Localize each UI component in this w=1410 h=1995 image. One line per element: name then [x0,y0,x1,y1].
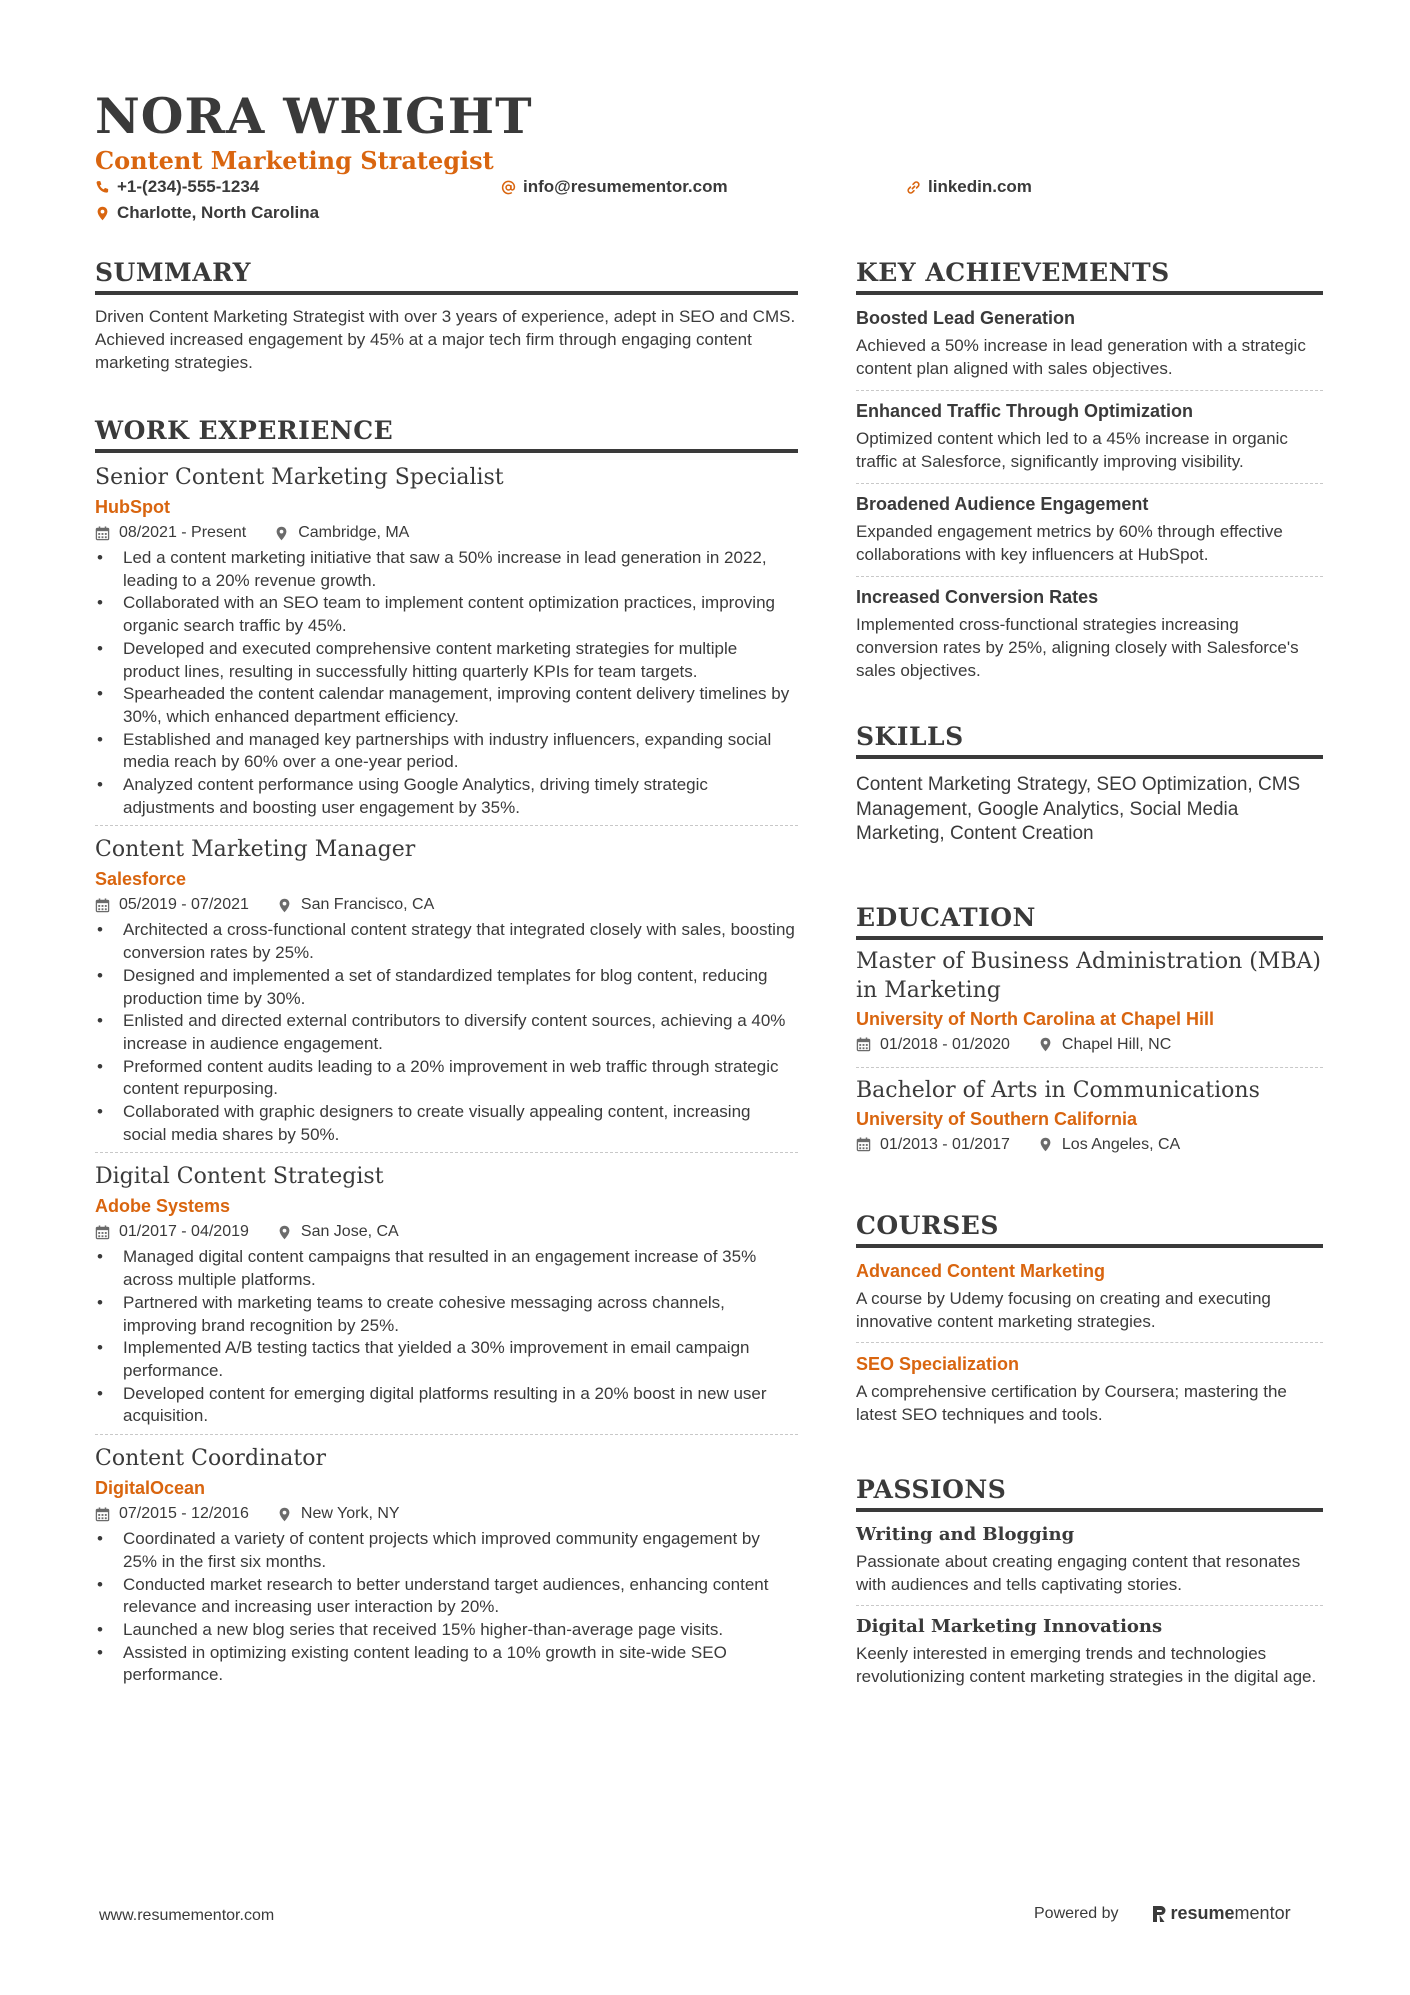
phone-text: +1-(234)-555-1234 [117,177,260,196]
job-bullet: • Managed digital content campaigns that resulted in an engagement increase of 35% across multiple platforms. [95,1246,798,1291]
job-bullet: • Established and managed key partnerships with industry influencers, expanding social media reach by 60% over a one-year period. [95,729,798,774]
job-entry [95,1152,798,1434]
job-bullet: • Preformed content audits leading to a 20% improvement in web traffic through strategic content repurposing. [95,1056,798,1101]
calendar-icon [95,1225,110,1240]
job-bullet: • Collaborated with an SEO team to implement content optimization practices, improving organic search traffic by 45%. [95,592,798,637]
education-item [856,947,1323,1067]
powered-by-text: Powered by [1034,1904,1119,1922]
job-bullet: • Developed content for emerging digital platforms resulting in a 20% boost in new user acquisition. [95,1383,798,1428]
courses-section [856,1209,1323,1435]
education-dates: 01/2013 - 01/2017 [880,1135,1010,1153]
phone-contact[interactable] [95,177,259,197]
job-bullet: • Conducted market research to better understand target audiences, enhancing content relevance and increasing user interaction by 20%. [95,1574,798,1619]
summary-section [95,256,798,374]
job-entry [95,463,798,825]
job-bullet: • Led a content marketing initiative that saw a 50% increase in lead generation in 2022, leading to a 20% revenue growth. [95,547,798,592]
location-text: Charlotte, North Carolina [117,203,320,222]
location-pin-icon [277,1507,292,1522]
experience-heading: WORK EXPERIENCE [95,414,798,453]
job-meta [95,1502,798,1526]
passion-item [856,1605,1323,1697]
left-column [95,256,798,1693]
linkedin-text: linkedin.com [928,177,1032,196]
experience-section [95,414,798,1693]
job-location: Cambridge, MA [298,524,410,541]
job-bullet: • Spearheaded the content calendar management, improving content delivery timelines by 30%, which enhanced department efficiency. [95,683,798,728]
phone-icon [95,180,110,195]
job-bullet: • Assisted in optimizing existing content leading to a 10% growth in site-wide SEO performance. [95,1642,798,1687]
education-meta [856,1033,1323,1057]
logo-text-resume: resume [1170,1903,1235,1923]
job-entry [95,1434,798,1693]
email-text: info@resumementor.com [523,177,728,196]
resume-header [95,86,1325,229]
job-location: San Francisco, CA [300,896,435,914]
location-pin-icon [274,526,289,541]
education-location: Chapel Hill, NC [1061,1035,1172,1053]
education-heading: EDUCATION [856,901,1323,940]
job-dates: 07/2015 - 12/2016 [119,1505,249,1523]
job-meta [95,1220,798,1244]
job-bullet: • Analyzed content performance using Google Analytics, driving timely strategic adjustments and boosting user engagement by 35%. [95,774,798,819]
education-degree: Master of Business Administration (MBA) in Marketing [856,948,1321,1003]
education-school: University of North Carolina at Chapel Hill [856,1008,1215,1029]
passion-text: Passionate about creating engaging content that resonates with audiences and tells captivating stories. [856,1551,1301,1594]
job-bullet: • Developed and executed comprehensive content marketing strategies for multiple product lines, resulting in successfully hitting quarterly KPIs for team targets. [95,638,798,683]
job-meta [95,521,798,545]
link-icon [906,180,921,195]
right-column [856,256,1323,1697]
resumementor-logo[interactable] [1151,1903,1291,1924]
achievement-title: Broadened Audience Engagement [856,494,1149,514]
job-bullet: • Coordinated a variety of content projects which improved community engagement by 25% in the first six months. [95,1528,798,1573]
job-bullets [95,1246,798,1428]
achievement-title: Enhanced Traffic Through Optimization [856,401,1194,421]
job-location: New York, NY [300,1505,400,1523]
calendar-icon [95,898,110,913]
achievement-item [856,390,1323,483]
location-pin-icon [1038,1037,1053,1052]
location-pin-icon [277,898,292,913]
achievement-text: Optimized content which led to a 45% increase in organic traffic at Salesforce, significantly improving visibility. [856,429,1288,471]
summary-heading: SUMMARY [95,256,798,295]
education-degree: Bachelor of Arts in Communications [856,1077,1260,1103]
achievement-item [856,483,1323,576]
achievement-text: Expanded engagement metrics by 60% through effective collaborations with key influencers at HubSpot. [856,522,1283,564]
job-bullets [95,547,798,819]
skills-section [856,720,1323,847]
passions-section [856,1473,1323,1697]
email-contact[interactable] [501,177,728,197]
candidate-name: NORA WRIGHT [95,87,533,145]
job-bullets [95,919,798,1146]
candidate-role: Content Marketing Strategist [95,146,494,175]
job-title: Digital Content Strategist [95,1164,384,1190]
achievement-item [856,576,1323,692]
course-text: A comprehensive certification by Coursera; mastering the latest SEO techniques and tools. [856,1381,1287,1424]
course-title: Advanced Content Marketing [856,1260,1106,1281]
calendar-icon [95,1507,110,1522]
education-section [856,901,1323,1167]
footer-website[interactable]: www.resumementor.com [99,1907,275,1924]
footer-powered [1034,1903,1291,1924]
job-company: Salesforce [95,869,187,890]
calendar-icon [856,1137,871,1152]
job-company: Adobe Systems [95,1196,231,1217]
job-title: Content Coordinator [95,1446,326,1472]
at-sign-icon [501,180,516,195]
calendar-icon [856,1037,871,1052]
education-dates: 01/2018 - 01/2020 [880,1035,1010,1053]
course-item [856,1254,1323,1342]
passions-heading: PASSIONS [856,1473,1323,1512]
job-dates: 08/2021 - Present [119,524,247,541]
passion-item [856,1518,1323,1605]
calendar-icon [95,526,110,541]
achievement-title: Boosted Lead Generation [856,308,1076,328]
job-title: Senior Content Marketing Specialist [95,465,504,490]
passion-title: Digital Marketing Innovations [856,1615,1163,1637]
achievement-text: Achieved a 50% increase in lead generation with a strategic content plan aligned with sales objectives. [856,336,1306,378]
linkedin-contact[interactable] [906,177,1032,197]
education-location: Los Angeles, CA [1061,1135,1181,1153]
job-company: HubSpot [95,497,170,517]
passion-text: Keenly interested in emerging trends and technologies revolutionizing content marketing strategies in the digital age. [856,1643,1317,1686]
job-title: Content Marketing Manager [95,837,416,863]
location-row [95,203,1325,229]
location-pin-icon [277,1225,292,1240]
job-bullet: • Partnered with marketing teams to create cohesive messaging across channels, improving brand recognition by 25%. [95,1292,798,1337]
achievement-title: Increased Conversion Rates [856,587,1099,607]
course-title: SEO Specialization [856,1353,1020,1374]
achievement-text: Implemented cross-functional strategies increasing conversion rates by 25%, aligning closely with Salesforce's sales objectives. [856,615,1299,680]
logo-text-mentor: mentor [1234,1903,1291,1923]
course-text: A course by Udemy focusing on creating and executing innovative content marketing strategies. [856,1288,1271,1331]
achievement-item [856,298,1323,390]
job-bullet: • Architected a cross-functional content strategy that integrated closely with sales, boosting conversion rates by 25%. [95,919,798,964]
job-bullet: • Implemented A/B testing tactics that yielded a 30% improvement in email campaign performance. [95,1337,798,1382]
course-item [856,1342,1323,1435]
contact-row [95,177,1325,203]
job-meta [95,893,798,917]
skills-text: Content Marketing Strategy, SEO Optimization, CMS Management, Google Analytics, Social Media Marketing, Content Creation [856,774,1301,844]
achievements-heading: KEY ACHIEVEMENTS [856,256,1323,295]
job-bullet: • Launched a new blog series that received 15% higher-than-average page visits. [95,1619,798,1642]
job-bullet: • Designed and implemented a set of standardized templates for blog content, reducing production time by 30%. [95,965,798,1010]
summary-text: Driven Content Marketing Strategist with over 3 years of experience, adept in SEO and CMS. Achieved increased engagement by 45% at a major tech firm through engaging content marketing strategies. [95,307,796,372]
job-bullet: • Enlisted and directed external contributors to diversify content sources, achieving a 40% increase in audience engagement. [95,1010,798,1055]
resumementor-logo-icon [1151,1904,1167,1924]
courses-heading: COURSES [856,1209,1323,1248]
job-entry [95,825,798,1152]
education-item [856,1067,1323,1167]
education-school: University of Southern California [856,1108,1138,1129]
passion-title: Writing and Blogging [856,1523,1075,1545]
location-pin-icon [95,206,110,221]
location-contact [95,203,319,223]
job-bullets [95,1528,798,1687]
location-pin-icon [1038,1137,1053,1152]
education-meta [856,1133,1323,1157]
achievements-section [856,256,1323,692]
job-location: San Jose, CA [300,1223,399,1241]
job-bullet: • Collaborated with graphic designers to create visually appealing content, increasing social media shares by 50%. [95,1101,798,1146]
job-dates: 01/2017 - 04/2019 [119,1223,249,1241]
job-dates: 05/2019 - 07/2021 [119,896,249,914]
skills-heading: SKILLS [856,720,1323,759]
job-company: DigitalOcean [95,1478,206,1499]
